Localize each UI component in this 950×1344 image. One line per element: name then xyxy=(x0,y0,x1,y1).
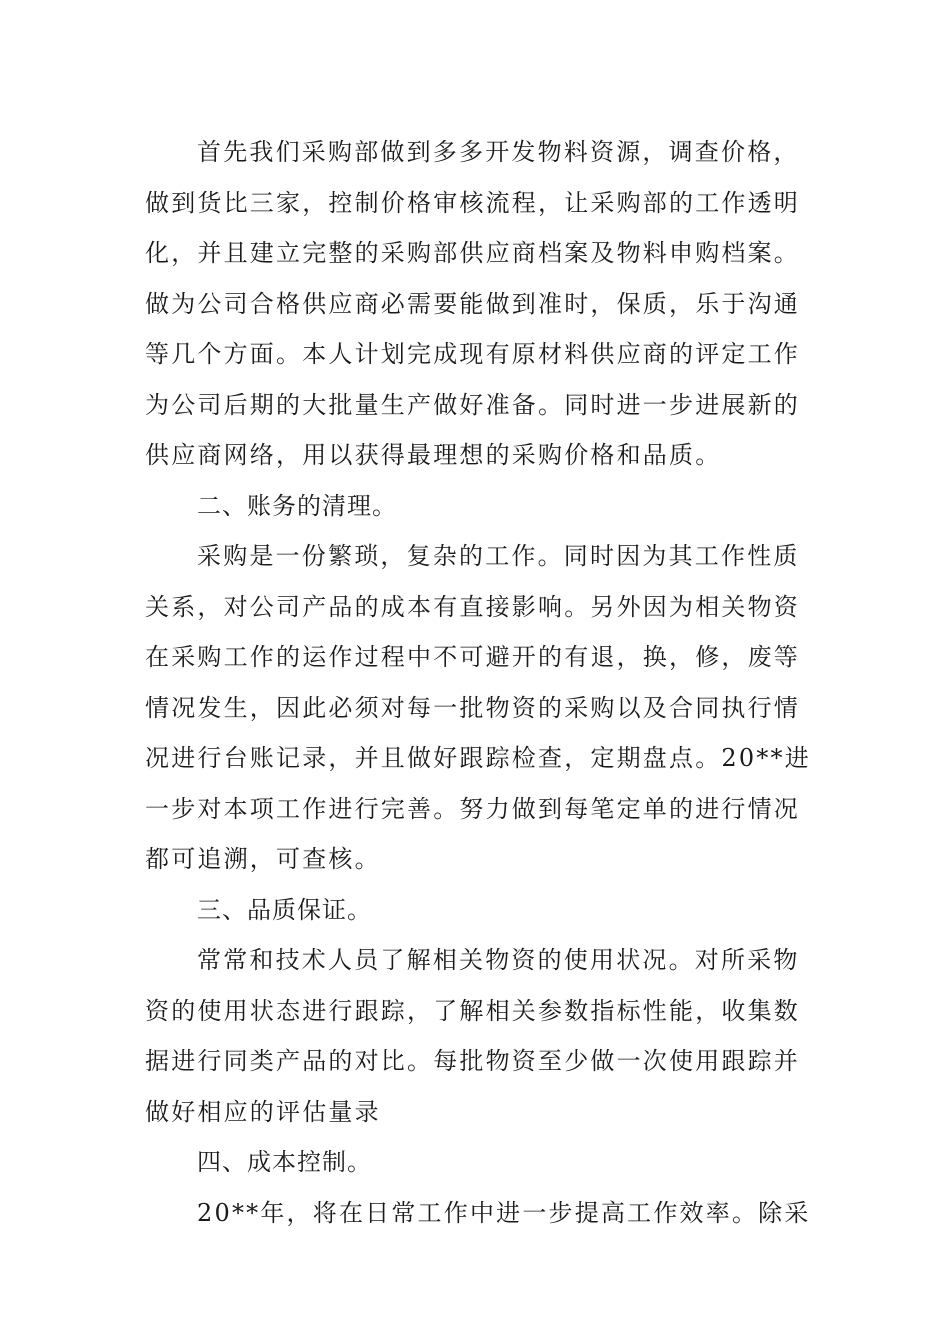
section-heading: 三、品质保证。 xyxy=(197,895,372,924)
paragraph-line: 情况发生，因此必须对每一批物资的采购以及合同执行情 xyxy=(145,693,800,722)
paragraph-line: 20**年，将在日常工作中进一步提高工作效率。除采 xyxy=(197,1198,811,1227)
paragraph-line: 资的使用状态进行跟踪，了解相关参数指标性能，收集数 xyxy=(145,996,800,1025)
paragraph-line: 做到货比三家，控制价格审核流程，让采购部的工作透明 xyxy=(145,188,800,217)
section-heading: 二、账务的清理。 xyxy=(197,491,397,520)
paragraph-line: 化，并且建立完整的采购部供应商档案及物料申购档案。 xyxy=(145,239,800,267)
paragraph-line: 供应商网络，用以获得最理想的采购价格和品质。 xyxy=(145,441,722,469)
paragraph-line: 据进行同类产品的对比。每批物资至少做一次使用跟踪并 xyxy=(145,1047,800,1075)
section-heading: 四、成本控制。 xyxy=(197,1148,372,1176)
paragraph-line: 常常和技术人员了解相关物资的使用状况。对所采物 xyxy=(197,946,800,974)
paragraph-line: 一步对本项工作进行完善。努力做到每笔定单的进行情况 xyxy=(145,794,800,823)
document-body xyxy=(145,127,811,1238)
paragraph-line: 等几个方面。本人计划完成现有原材料供应商的评定工作 xyxy=(145,340,800,368)
paragraph-line: 做为公司合格供应商必需要能做到准时，保质，乐于沟通 xyxy=(145,289,800,318)
paragraph-line: 都可追溯，可查核。 xyxy=(145,845,381,873)
paragraph-line: 在采购工作的运作过程中不可避开的有退，换，修，废等 xyxy=(145,643,800,671)
paragraph-line: 首先我们采购部做到多多开发物料资源，调查价格， xyxy=(197,138,800,166)
paragraph-line: 关系，对公司产品的成本有直接影响。另外因为相关物资 xyxy=(145,592,800,621)
paragraph-line: 做好相应的评估量录 xyxy=(145,1097,381,1126)
paragraph-line: 为公司后期的大批量生产做好准备。同时进一步进展新的 xyxy=(145,390,800,419)
paragraph-line: 况进行台账记录，并且做好跟踪检查，定期盘点。20**进 xyxy=(145,744,811,772)
paragraph-line: 采购是一份繁琐，复杂的工作。同时因为其工作性质 xyxy=(197,542,800,570)
